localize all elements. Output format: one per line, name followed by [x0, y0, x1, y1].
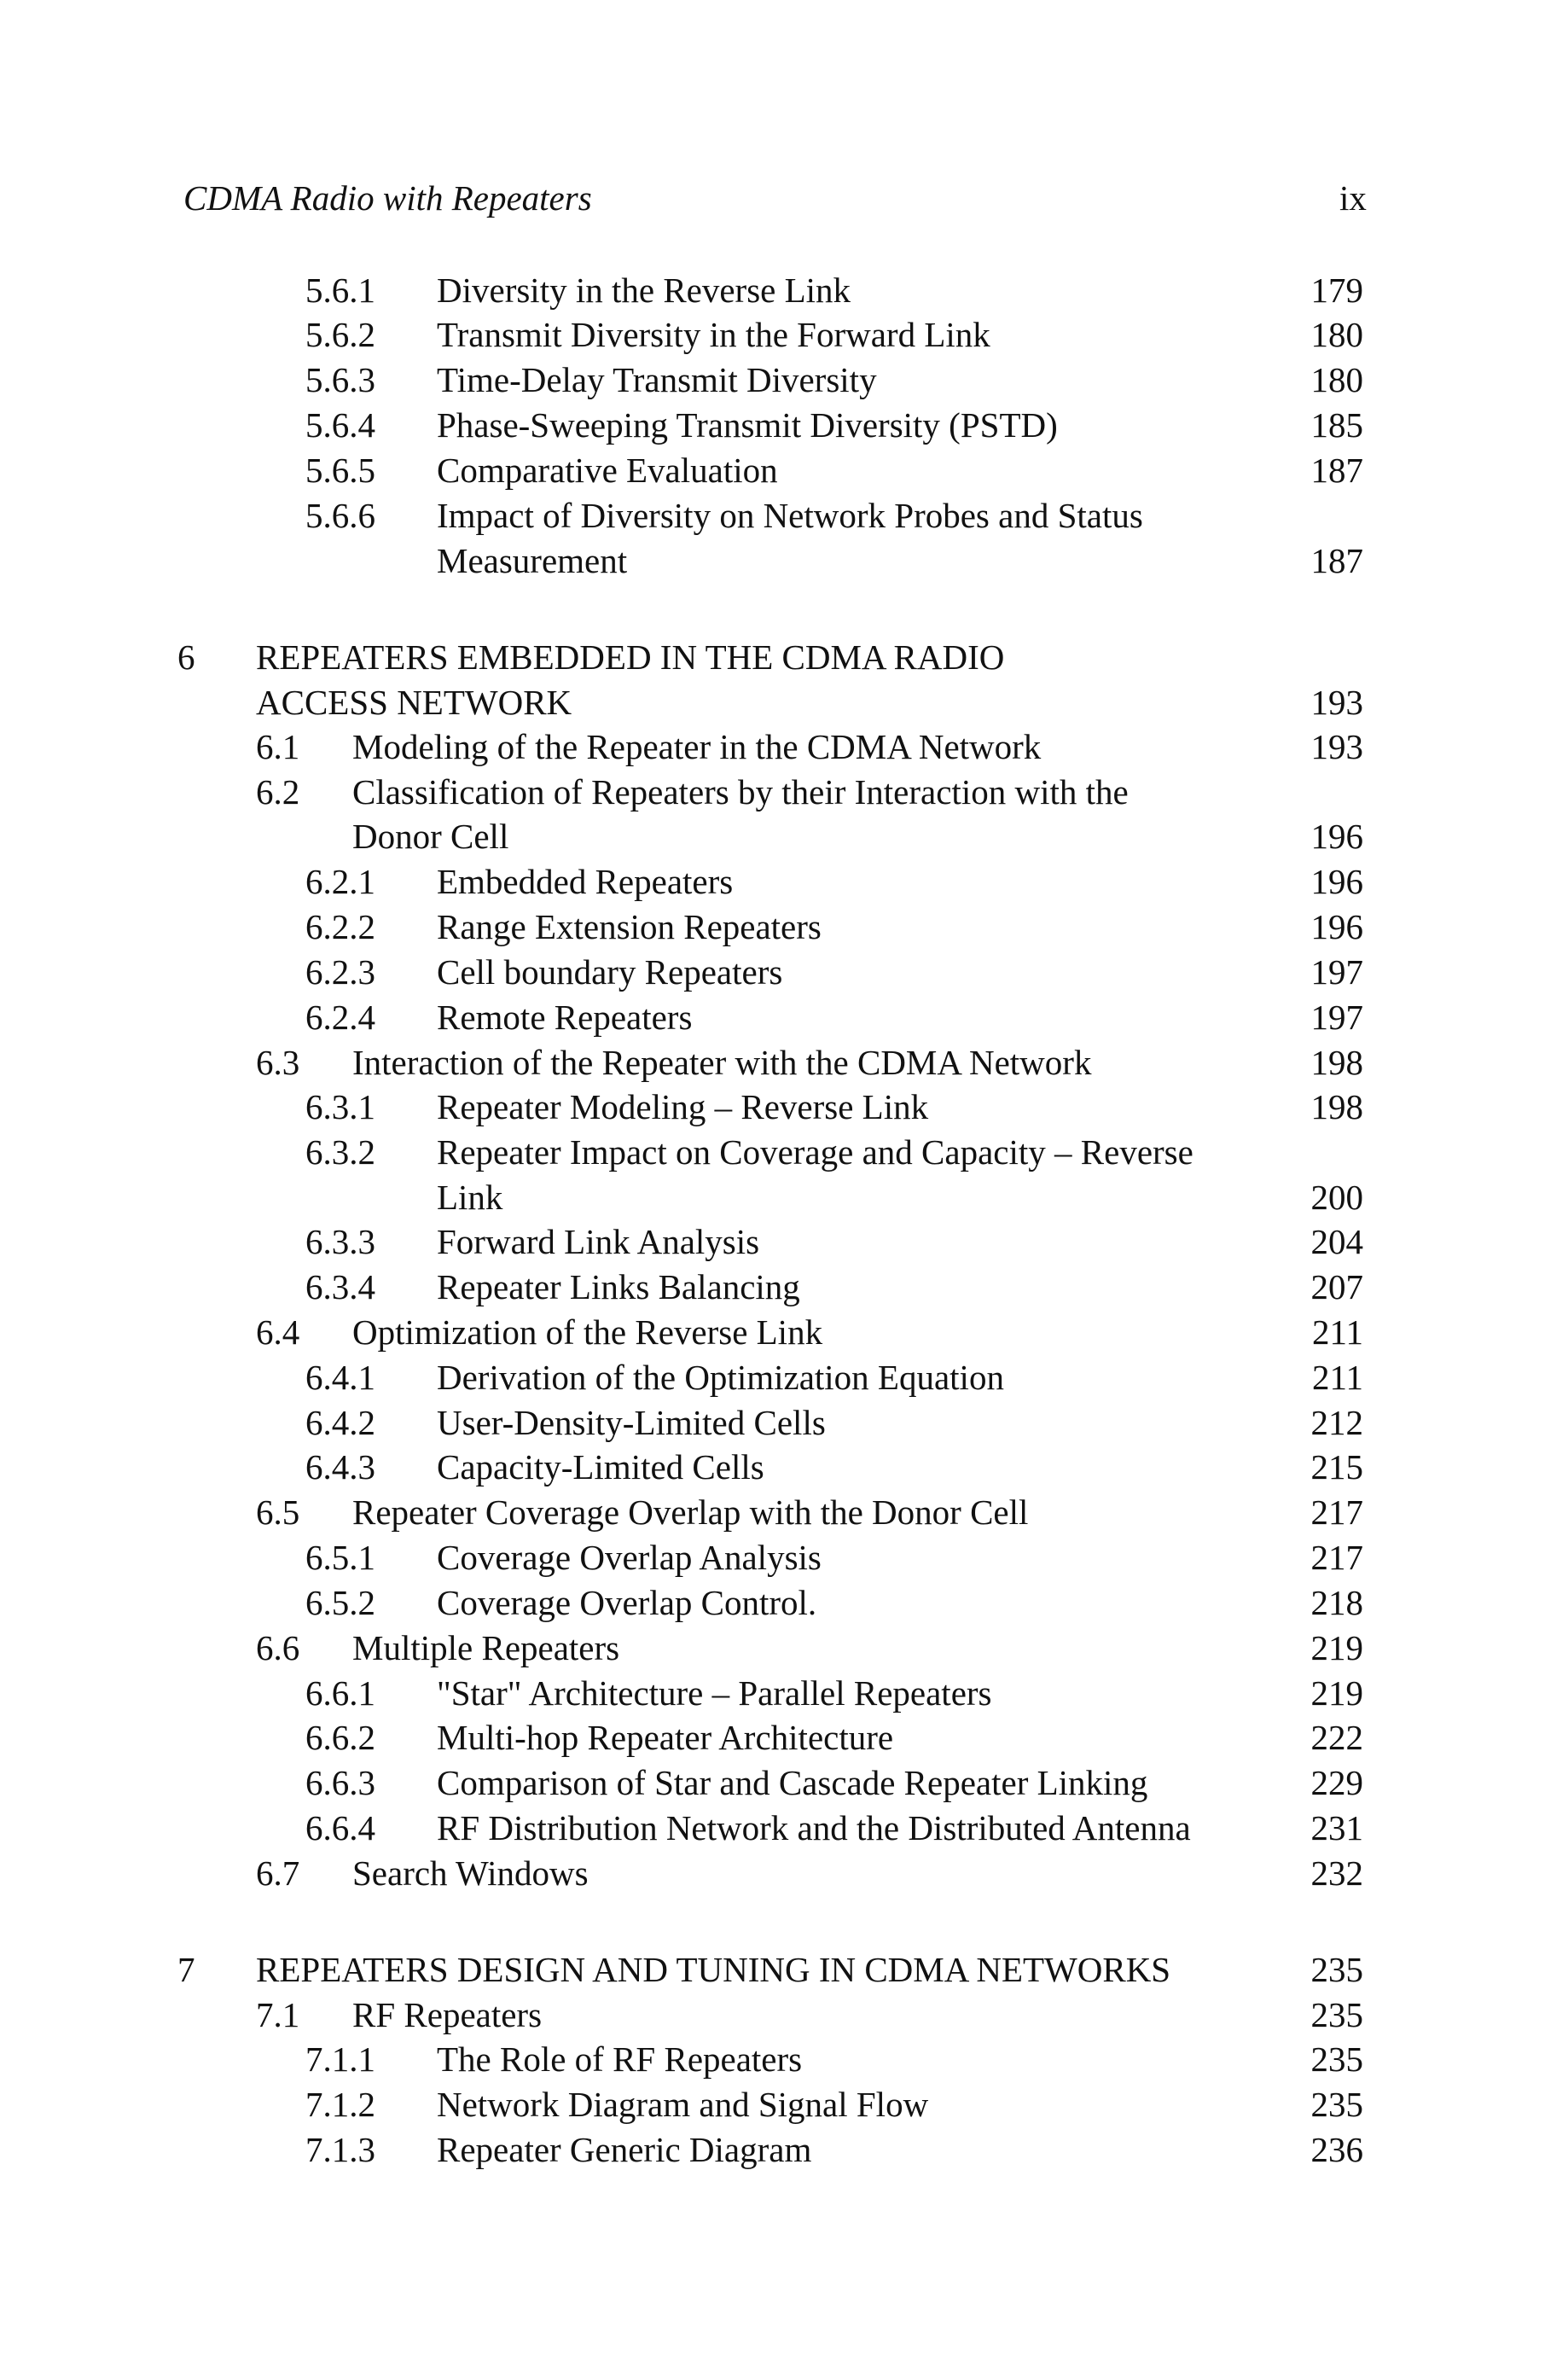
- toc-entry-title: Capacity-Limited Cells: [437, 1447, 764, 1487]
- toc-section-number: 6.3.2: [305, 1132, 375, 1172]
- toc-page-number: 219: [1310, 1628, 1363, 1667]
- toc-page-number: 217: [1310, 1492, 1363, 1532]
- toc-chapter-title: REPEATERS EMBEDDED IN THE CDMA RADIO: [256, 637, 1005, 677]
- toc-entry-title: Derivation of the Optimization Equation: [437, 1358, 1004, 1397]
- toc-section-number: 6.4.3: [305, 1447, 375, 1487]
- toc-entry: [0, 2039, 1568, 2081]
- toc-entry: [0, 1628, 1568, 1670]
- toc-section-number: 5.6.6: [305, 496, 375, 535]
- toc-page-number: 193: [1310, 727, 1363, 766]
- toc-entry-title: Measurement: [437, 541, 628, 580]
- toc-entry: [0, 727, 1568, 769]
- toc-page-number: 187: [1310, 541, 1363, 580]
- toc-page-number: 180: [1310, 360, 1363, 399]
- toc-entry-title: "Star" Architecture – Parallel Repeaters: [437, 1673, 992, 1713]
- toc-entry-title: Comparison of Star and Cascade Repeater Linking: [437, 1763, 1148, 1802]
- toc-page-number: 196: [1310, 817, 1363, 856]
- toc-page-number: 236: [1310, 2130, 1363, 2169]
- toc-entry: [0, 819, 1568, 858]
- toc-entry-title: Search Windows: [352, 1853, 589, 1893]
- toc-section-number: 5.6.4: [305, 405, 375, 445]
- toc-entry: [0, 1180, 1568, 1219]
- toc-entry-title: Range Extension Repeaters: [437, 907, 822, 946]
- toc-section-number: 5.6.3: [305, 360, 375, 399]
- toc-entry-title: Repeater Modeling – Reverse Link: [437, 1087, 929, 1126]
- toc-entry: [0, 1995, 1568, 2037]
- toc-page-number: 215: [1310, 1447, 1363, 1487]
- toc-entry-title: Optimization of the Reverse Link: [352, 1312, 823, 1352]
- toc-entry-title: Multiple Repeaters: [352, 1628, 620, 1667]
- toc-page-number: 196: [1310, 862, 1363, 901]
- toc-page-number: 217: [1310, 1538, 1363, 1577]
- toc-entry: [0, 453, 1568, 492]
- toc-entry: [0, 273, 1568, 312]
- toc-page-number: 197: [1310, 952, 1363, 992]
- toc-entry-title: Multi-hop Repeater Architecture: [437, 1718, 894, 1757]
- toc-page-number: 204: [1310, 1222, 1363, 1261]
- toc-entry-title: Impact of Diversity on Network Probes and Status: [437, 496, 1143, 535]
- toc-entry: [0, 1763, 1568, 1805]
- toc-entry: [0, 2132, 1568, 2172]
- toc-chapter-number: 7: [177, 1950, 195, 1989]
- toc-section-number: 7.1.1: [305, 2039, 375, 2079]
- toc-page-number: 200: [1310, 1178, 1363, 1217]
- toc-entry: [0, 2087, 1568, 2127]
- toc-section-number: 6.5.2: [305, 1583, 375, 1622]
- toc-entry-title: Repeater Generic Diagram: [437, 2130, 812, 2169]
- toc-entry: [0, 907, 1568, 949]
- toc-entry-title: Repeater Impact on Coverage and Capacity – Reverse: [437, 1132, 1193, 1172]
- toc-page-number: 229: [1310, 1763, 1363, 1802]
- toc-page-number: 219: [1310, 1673, 1363, 1713]
- toc-page-number: 193: [1310, 683, 1363, 722]
- toc-entry: [0, 541, 1568, 583]
- toc-section-number: 5.6.2: [305, 315, 375, 354]
- toc-entry-title: Phase-Sweeping Transmit Diversity (PSTD): [437, 405, 1058, 445]
- toc-section-number: 6.2.2: [305, 907, 375, 946]
- toc-entry-title: Coverage Overlap Analysis: [437, 1538, 822, 1577]
- toc-section-number: 6.2: [256, 772, 300, 812]
- running-header-title: CDMA Radio with Repeaters: [183, 178, 592, 218]
- toc-entry-title: User-Density-Limited Cells: [437, 1403, 826, 1442]
- toc-entry: [0, 1087, 1568, 1129]
- toc-page-number: 179: [1310, 271, 1363, 310]
- toc-entry: [0, 1492, 1568, 1534]
- toc-entry: [0, 952, 1568, 994]
- toc-entry: [0, 1447, 1568, 1489]
- toc-section-number: 6.7: [256, 1853, 300, 1893]
- toc-entry: [0, 1132, 1568, 1174]
- toc-entry: [0, 1360, 1568, 1399]
- toc-section-number: 6.1: [256, 727, 300, 766]
- toc-entry-title: Repeater Links Balancing: [437, 1267, 800, 1306]
- toc-entry-title: The Role of RF Repeaters: [437, 2039, 803, 2079]
- toc-page-number: 185: [1310, 405, 1363, 445]
- toc-section-number: 6.6.3: [305, 1763, 375, 1802]
- toc-entry-title: RF Repeaters: [352, 1995, 543, 2034]
- toc-entry-title: Embedded Repeaters: [437, 862, 734, 901]
- toc-section-number: 6.4.2: [305, 1403, 375, 1442]
- toc-page-number: 235: [1310, 2039, 1363, 2079]
- toc-section-number: 5.6.1: [305, 271, 375, 310]
- toc-entry-title: Time-Delay Transmit Diversity: [437, 360, 877, 399]
- toc-entry: [0, 317, 1568, 357]
- toc-entry: [0, 405, 1568, 447]
- toc-entry-title: Interaction of the Repeater with the CDMA Network: [352, 1043, 1092, 1082]
- toc-entry-title: Repeater Coverage Overlap with the Donor Cell: [352, 1492, 1029, 1532]
- toc-page-number: 187: [1310, 451, 1363, 490]
- toc-entry-title: Classification of Repeaters by their Interaction with the: [352, 772, 1129, 812]
- toc-section-number: 6.3.1: [305, 1087, 375, 1126]
- toc-section-number: 6.2.3: [305, 952, 375, 992]
- toc-entry: [0, 1222, 1568, 1264]
- toc-chapter-title: ACCESS NETWORK: [256, 683, 572, 722]
- toc-section-number: 7.1: [256, 1995, 300, 2034]
- toc-page-number: 207: [1310, 1267, 1363, 1306]
- toc-chapter-title: REPEATERS DESIGN AND TUNING IN CDMA NETWORKS: [256, 1950, 1171, 1989]
- toc-page-number: 235: [1310, 1950, 1363, 1989]
- toc-section-number: 6.6.2: [305, 1718, 375, 1757]
- toc-section-number: 6.5: [256, 1492, 300, 1532]
- toc-entry-title: Donor Cell: [352, 817, 509, 856]
- toc-entry-title: Link: [437, 1178, 503, 1217]
- toc-page-number: 222: [1310, 1718, 1363, 1757]
- toc-entry: [0, 685, 1568, 724]
- toc-page-number: 235: [1310, 1995, 1363, 2034]
- toc-page-number: 198: [1310, 1043, 1363, 1082]
- toc-entry-title: Coverage Overlap Control.: [437, 1583, 817, 1622]
- toc-entry: [0, 1405, 1568, 1445]
- toc-section-number: 6.6: [256, 1628, 300, 1667]
- toc-section-number: 6.3.3: [305, 1222, 375, 1261]
- toc-entry-title: Forward Link Analysis: [437, 1222, 760, 1261]
- toc-entry: [0, 1045, 1568, 1085]
- toc-entry: [0, 1952, 1568, 1992]
- toc-section-number: 6.4: [256, 1312, 300, 1352]
- toc-page-number: 232: [1310, 1853, 1363, 1893]
- toc-page-number: 212: [1310, 1403, 1363, 1442]
- toc-section-number: 6.6.4: [305, 1808, 375, 1847]
- toc-entry: [0, 637, 1568, 679]
- toc-section-number: 6.6.1: [305, 1673, 375, 1713]
- toc-entry: [0, 1673, 1568, 1715]
- toc-entry: [0, 1808, 1568, 1850]
- toc-entry: [0, 1853, 1568, 1895]
- toc-entry: [0, 772, 1568, 814]
- toc-entry-title: RF Distribution Network and the Distributed Antenna: [437, 1808, 1191, 1847]
- toc-page-number: 196: [1310, 907, 1363, 946]
- toc-page-number: 197: [1310, 998, 1363, 1037]
- toc-entry-title: Remote Repeaters: [437, 998, 693, 1037]
- toc-entry-title: Transmit Diversity in the Forward Link: [437, 315, 990, 354]
- toc-page-number: 218: [1310, 1583, 1363, 1622]
- toc-entry-title: Diversity in the Reverse Link: [437, 271, 851, 310]
- toc-entry: [0, 1267, 1568, 1309]
- toc-entry: [0, 1540, 1568, 1580]
- toc-section-number: 6.5.1: [305, 1538, 375, 1577]
- toc-entry-title: Comparative Evaluation: [437, 451, 778, 490]
- toc-page-number: 198: [1310, 1087, 1363, 1126]
- toc-section-number: 6.2.4: [305, 998, 375, 1037]
- toc-section-number: 6.3.4: [305, 1267, 375, 1306]
- toc-page-number: 235: [1310, 2085, 1363, 2124]
- toc-chapter-number: 6: [177, 637, 195, 677]
- toc-page-number: 180: [1310, 315, 1363, 354]
- toc-section-number: 5.6.5: [305, 451, 375, 490]
- toc-entry-title: Modeling of the Repeater in the CDMA Network: [352, 727, 1042, 766]
- running-header-page-number: ix: [1339, 178, 1367, 218]
- toc-entry: [0, 1585, 1568, 1625]
- toc-section-number: 7.1.2: [305, 2085, 375, 2124]
- toc-entry: [0, 498, 1568, 538]
- toc-page-number: 231: [1310, 1808, 1363, 1847]
- toc-entry: [0, 1720, 1568, 1760]
- toc-section-number: 6.4.1: [305, 1358, 375, 1397]
- toc-section-number: 6.2.1: [305, 862, 375, 901]
- toc-page-number: 211: [1312, 1312, 1363, 1352]
- toc-entry-title: Cell boundary Repeaters: [437, 952, 783, 992]
- toc-section-number: 6.3: [256, 1043, 300, 1082]
- toc-entry: [0, 1000, 1568, 1039]
- toc-page-number: 211: [1312, 1358, 1363, 1397]
- toc-entry: [0, 864, 1568, 904]
- toc-entry-title: Network Diagram and Signal Flow: [437, 2085, 929, 2124]
- toc-entry: [0, 1312, 1568, 1354]
- toc-entry: [0, 360, 1568, 402]
- toc-section-number: 7.1.3: [305, 2130, 375, 2169]
